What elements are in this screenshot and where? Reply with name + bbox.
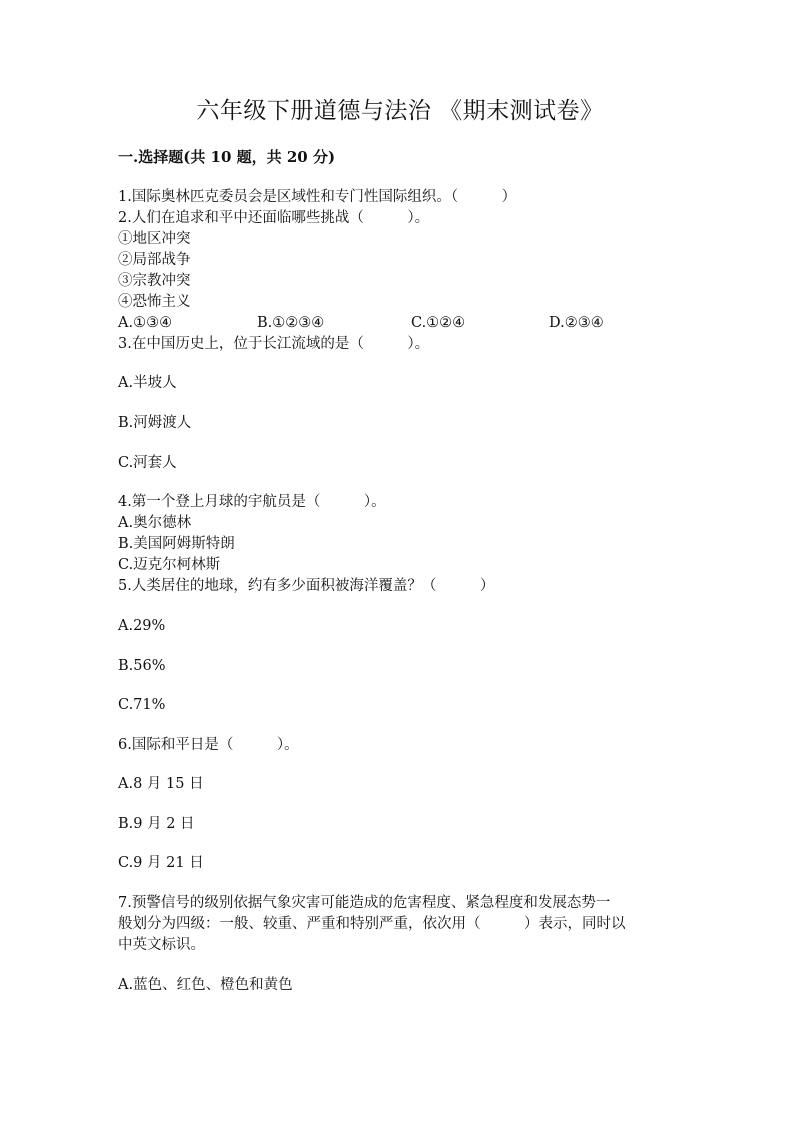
question-5-option-b: B.56% bbox=[118, 658, 166, 674]
question-2-option-c: C.①②④ bbox=[411, 315, 466, 331]
question-5-option-c: C.71% bbox=[118, 697, 166, 713]
question-1: 1.国际奥林匹克委员会是区域性和专门性国际组织。（ ） bbox=[118, 189, 517, 205]
question-2-item: ②局部战争 bbox=[118, 252, 191, 268]
question-6-option-a: A.8 月 15 日 bbox=[118, 776, 204, 792]
question-6-stem: 6.国际和平日是（ ）。 bbox=[118, 737, 299, 753]
question-2-item: ③宗教冲突 bbox=[118, 273, 191, 289]
question-7-line: 中英文标识。 bbox=[118, 937, 205, 953]
question-7-line: 般划分为四级：一般、较重、严重和特别严重，依次用（ ）表示，同时以 bbox=[118, 916, 626, 932]
question-2-option-d: D.②③④ bbox=[549, 315, 604, 331]
question-2-option-a: A.①③④ bbox=[118, 315, 173, 331]
question-7-line: 7.预警信号的级别依据气象灾害可能造成的危害程度、紧急程度和发展态势一 bbox=[118, 895, 611, 911]
question-7-option-a: A.蓝色、红色、橙色和黄色 bbox=[118, 977, 293, 993]
question-3-option-c: C.河套人 bbox=[118, 455, 177, 471]
question-3-option-a: A.半坡人 bbox=[118, 375, 177, 391]
question-5-stem: 5.人类居住的地球，约有多少面积被海洋覆盖？（ ） bbox=[118, 578, 495, 594]
question-4-option-b: B.美国阿姆斯特朗 bbox=[118, 536, 235, 552]
question-2-item: ①地区冲突 bbox=[118, 231, 191, 247]
question-4-option-c: C.迈克尔柯林斯 bbox=[118, 557, 221, 573]
question-5-option-a: A.29% bbox=[118, 618, 166, 634]
question-4-stem: 4.第一个登上月球的宇航员是（ ）。 bbox=[118, 494, 386, 510]
page-title: 六年级下册道德与法治 《期末测试卷》 bbox=[196, 98, 604, 124]
question-3-option-b: B.河姆渡人 bbox=[118, 415, 192, 431]
question-3-stem: 3.在中国历史上，位于长江流域的是（ ）。 bbox=[118, 336, 430, 352]
question-2-item: ④恐怖主义 bbox=[118, 294, 191, 310]
question-2-stem: 2.人们在追求和平中还面临哪些挑战（ ）。 bbox=[118, 210, 430, 226]
question-6-option-b: B.9 月 2 日 bbox=[118, 816, 195, 832]
question-2-option-b: B.①②③④ bbox=[257, 315, 325, 331]
section-heading: 一.选择题(共 10 题，共 20 分) bbox=[118, 148, 336, 166]
question-6-option-c: C.9 月 21 日 bbox=[118, 855, 204, 871]
question-4-option-a: A.奥尔德林 bbox=[118, 515, 192, 531]
